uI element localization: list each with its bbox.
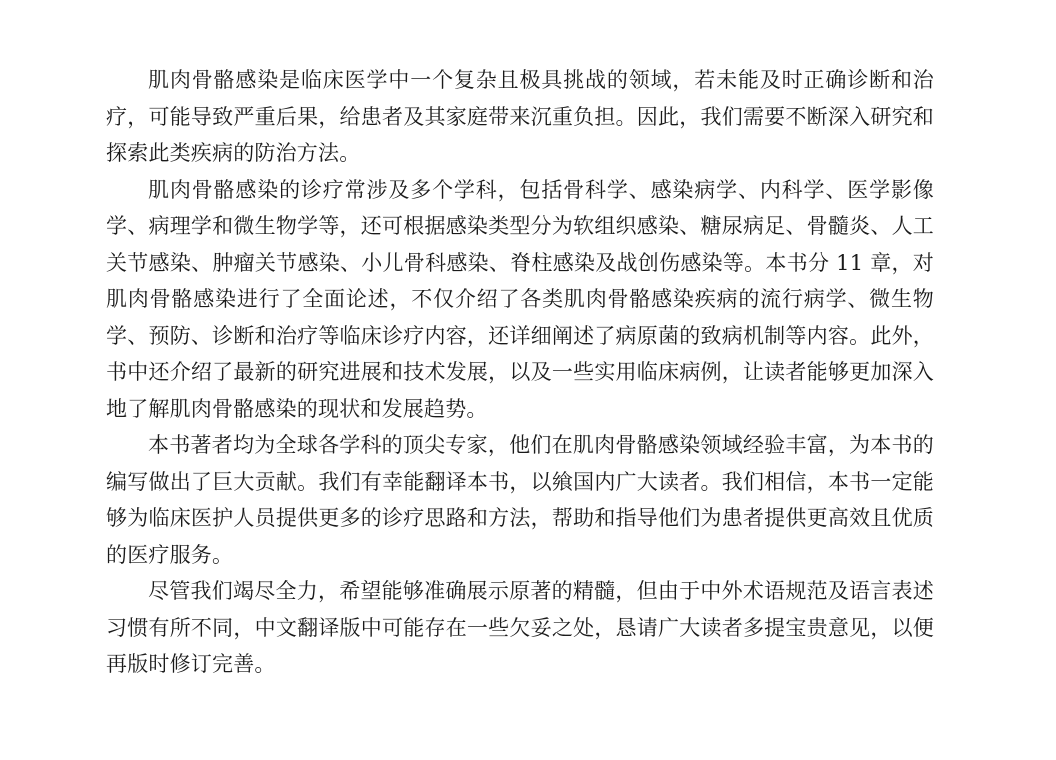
paragraph-1: 肌肉骨骼感染是临床医学中一个复杂且极具挑战的领域，若未能及时正确诊断和治疗，可能导致严重后果，给患者及其家庭带来沉重负担。因此，我们需要不断深入研究和探索此类疾病的防治方法。 <box>106 68 934 165</box>
paragraph-4: 尽管我们竭尽全力，希望能够准确展示原著的精髓，但由于中外术语规范及语言表述习惯有所不同，中文翻译版中可能存在一些欠妥之处，恳请广大读者多提宝贵意见，以便再版时修订完善。 <box>106 579 934 676</box>
paragraph-2: 肌肉骨骼感染的诊疗常涉及多个学科，包括骨科学、感染病学、内科学、医学影像学、病理学和微生物学等，还可根据感染类型分为软组织感染、糖尿病足、骨髓炎、人工关节感染、肿瘤关节感染、小儿骨科感染、脊柱感染及战创伤感染等。本书分 11 章，对肌肉骨骼感染进行了全面论述，不仅介绍了各类肌肉骨骼感染疾病的流行病学、微生物学、预防、诊断和治疗等临床诊疗内容，还详细阐述了病原菌的致病机制等内容。此外，书中还介绍了最新的研究进展和技术发展，以及一些实用临床病例，让读者能够更加深入地了解肌肉骨骼感染的现状和发展趋势。 <box>106 177 934 421</box>
paragraph-3: 本书著者均为全球各学科的顶尖专家，他们在肌肉骨骼感染领域经验丰富，为本书的编写做出了巨大贡献。我们有幸能翻译本书，以飨国内广大读者。我们相信，本书一定能够为临床医护人员提供更多的诊疗思路和方法，帮助和指导他们为患者提供更高效且优质的医疗服务。 <box>106 433 934 567</box>
document-body <box>106 62 934 683</box>
